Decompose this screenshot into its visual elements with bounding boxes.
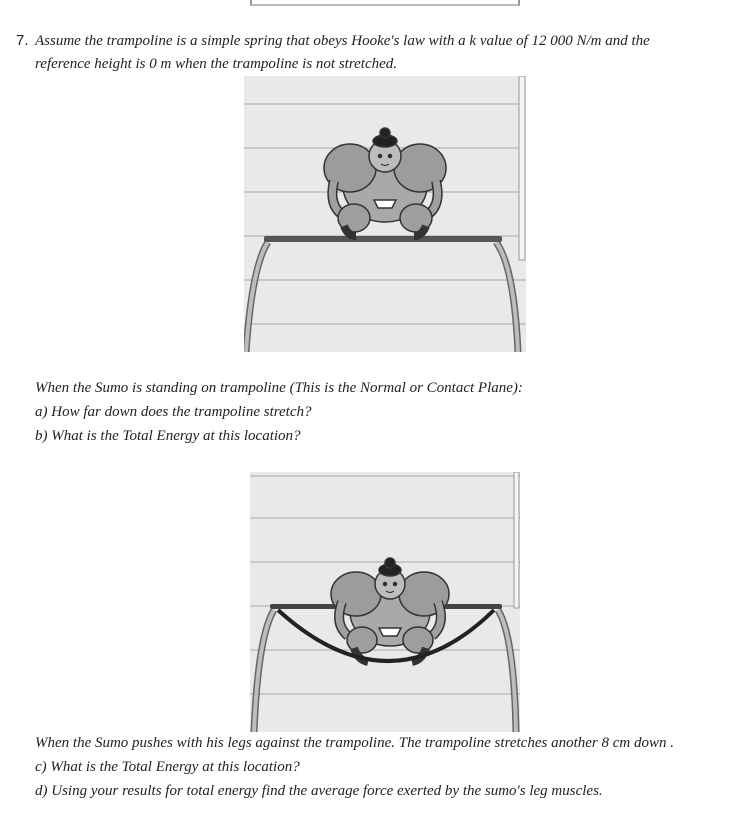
previous-figure-edge bbox=[250, 0, 520, 6]
question-intro-line-1: Assume the trampoline is a simple spring that obeys Hooke's law with a k value of 12 000 N/m and the bbox=[35, 33, 650, 49]
figure-sumo-pushing bbox=[250, 472, 520, 732]
question-a: a) How far down does the trampoline stretch? bbox=[35, 404, 312, 420]
question-d: d) Using your results for total energy find the average force exerted by the sumo's leg muscles. bbox=[35, 783, 603, 799]
part1-heading: When the Sumo is standing on trampoline (This is the Normal or Contact Plane): bbox=[35, 380, 523, 396]
question-number: 7. bbox=[16, 32, 29, 49]
part2-heading: When the Sumo pushes with his legs against the trampoline. The trampoline stretches another 8 cm down . bbox=[35, 735, 674, 751]
question-c: c) What is the Total Energy at this location? bbox=[35, 759, 300, 775]
question-intro-line-2: reference height is 0 m when the trampoline is not stretched. bbox=[35, 56, 398, 72]
figure-sumo-standing bbox=[244, 76, 526, 352]
sumo-wrestler-pushing-icon bbox=[331, 558, 449, 662]
question-b: b) What is the Total Energy at this location? bbox=[35, 428, 301, 444]
